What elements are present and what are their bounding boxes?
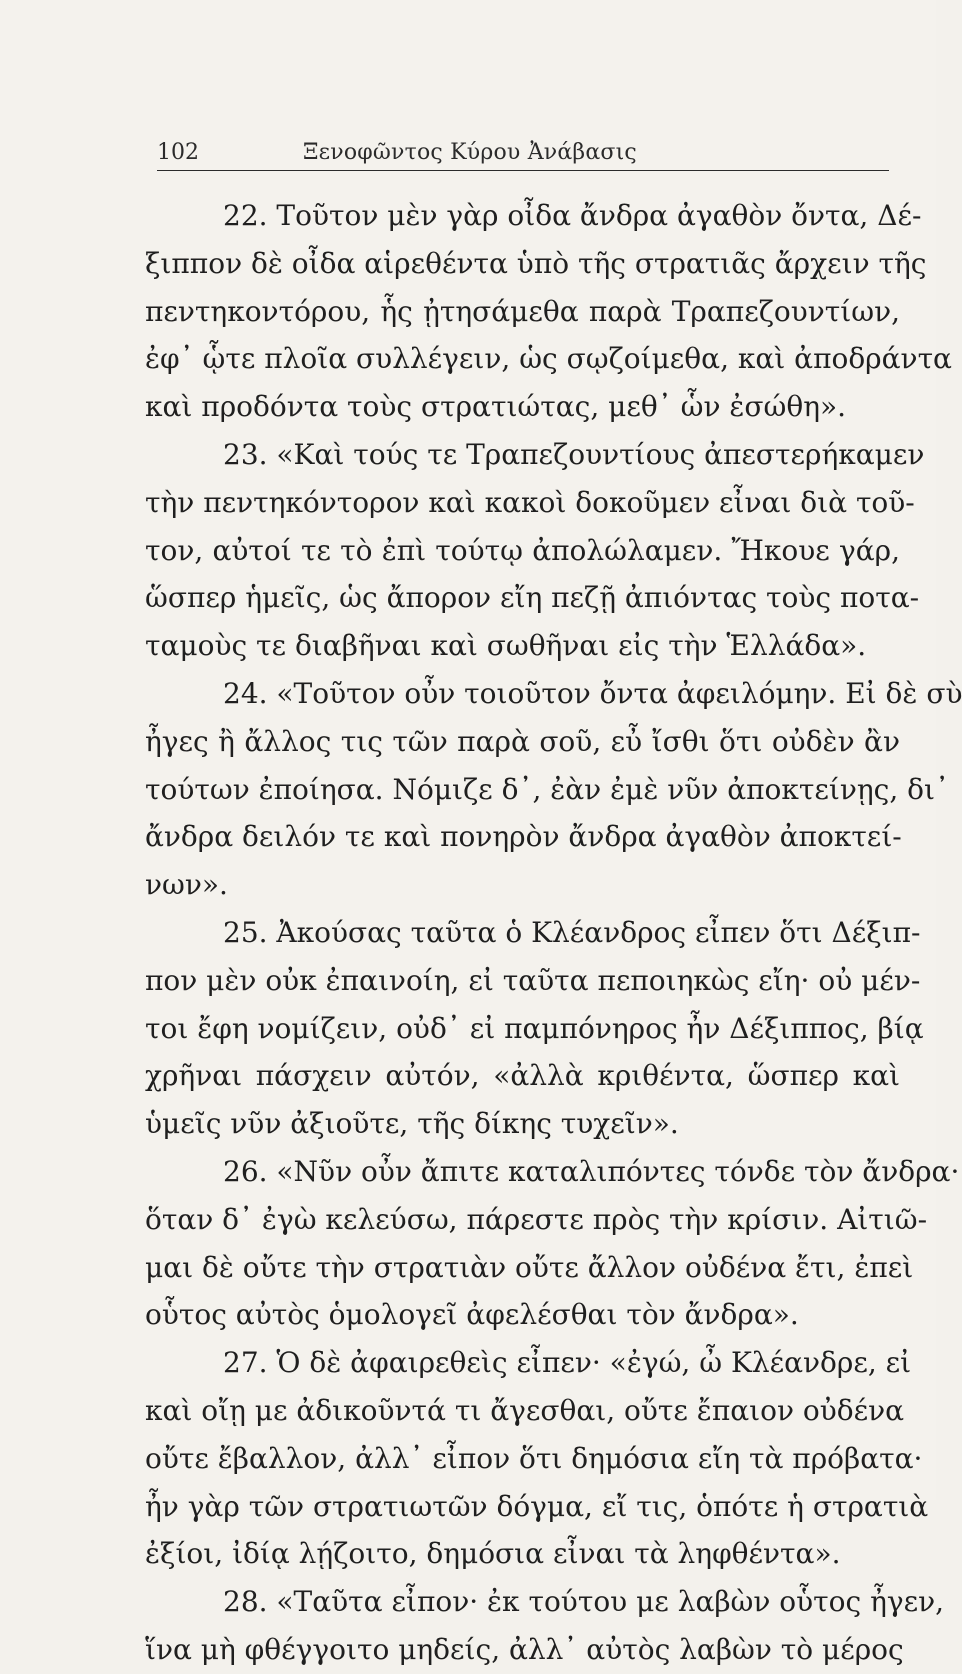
text-line: καὶ προδόντα τοὺς στρατιώτας, μεθ᾿ ὧν ἐσώθη».	[145, 390, 846, 424]
body-text	[145, 192, 962, 1674]
text-line: ὥσπερ ἡμεῖς, ὡς ἄπορον εἴη πεζῇ ἀπιόντας τοὺς ποτα-	[145, 581, 920, 615]
text-line: ὑμεῖς νῦν ἀξιοῦτε, τῆς δίκης τυχεῖν».	[145, 1107, 679, 1141]
text-line: ἐξίοι, ἰδίᾳ λῄζοιτο, δημόσια εἶναι τὰ ληφθέντα».	[145, 1537, 841, 1571]
text-line: ἐφ᾿ ᾧτε πλοῖα συλλέγειν, ὡς σῳζοίμεθα, καὶ ἀποδράντα	[145, 342, 952, 376]
text-line: 27. Ὁ δὲ ἀφαιρεθεὶς εἶπεν· «ἐγώ, ὦ Κλέανδρε, εἰ	[223, 1346, 912, 1380]
text-line: χρῆναι πάσχειν αὐτόν, «ἀλλὰ κριθέντα, ὥσπερ καὶ	[145, 1059, 900, 1093]
text-line: καὶ οἴῃ με ἀδικοῦντά τι ἄγεσθαι, οὔτε ἔπαιον οὐδένα	[145, 1393, 905, 1427]
running-title: Ξενοφῶντος Κύρου Ἀνάβασις	[303, 140, 637, 165]
text-line: νων».	[145, 868, 228, 902]
text-line: 22. Τοῦτον μὲν γὰρ οἶδα ἄνδρα ἀγαθὸν ὄντα, Δέ-	[223, 199, 922, 232]
page-header	[157, 136, 889, 171]
text-line: ἦγες ἢ ἄλλος τις τῶν παρὰ σοῦ, εὖ ἴσθι ὅτι οὐδὲν ἂν	[145, 724, 900, 758]
text-line: 28. «Ταῦτα εἶπον· ἐκ τούτου με λαβὼν οὗτος ἦγεν,	[223, 1585, 945, 1619]
text-line: τὴν πεντηκόντορον καὶ κακοὶ δοκοῦμεν εἶναι διὰ τοῦ-	[145, 485, 915, 519]
text-line: 24. «Τοῦτον οὖν τοιοῦτον ὄντα ἀφειλόμην. Εἰ δὲ σὺ	[223, 676, 962, 710]
text-line: τοι ἔφη νομίζειν, οὐδ᾿ εἰ παμπόνηρος ἦν Δέξιππος, βίᾳ	[145, 1011, 924, 1045]
text-line: οὔτε ἔβαλλον, ἀλλ᾿ εἶπον ὅτι δημόσια εἴη τὰ πρόβατα·	[145, 1441, 923, 1475]
text-line: 23. «Καὶ τούς τε Τραπεζουντίους ἀπεστερήκαμεν	[223, 437, 925, 471]
text-line: ἦν γὰρ τῶν στρατιωτῶν δόγμα, εἴ τις, ὁπότε ἡ στρατιὰ	[145, 1489, 929, 1523]
text-line: οὗτος αὐτὸς ὁμολογεῖ ἀφελέσθαι τὸν ἄνδρα».	[145, 1298, 799, 1332]
text-line: τούτων ἐποίησα. Νόμιζε δ᾿, ἐὰν ἐμὲ νῦν ἀποκτείνῃς, δι᾿	[145, 772, 949, 806]
text-line: ἵνα μὴ φθέγγοιτο μηδείς, ἀλλ᾿ αὐτὸς λαβὼν τὸ μέρος	[145, 1632, 904, 1666]
text-line: πον μὲν οὐκ ἐπαινοίη, εἰ ταῦτα πεποιηκὼς εἴη· οὐ μέν-	[145, 963, 921, 997]
page-number: 102	[157, 140, 199, 165]
text-line: 25. Ἀκούσας ταῦτα ὁ Κλέανδρος εἶπεν ὅτι Δέξιπ-	[223, 915, 921, 949]
text-line: ταμοὺς τε διαβῆναι καὶ σωθῆναι εἰς τὴν Ἑλλάδα».	[145, 629, 867, 663]
text-line: ἄνδρα δειλόν τε καὶ πονηρὸν ἄνδρα ἀγαθὸν ἀποκτεί-	[145, 820, 902, 854]
text-line: πεντηκοντόρου, ἧς ᾐτησάμεθα παρὰ Τραπεζουντίων,	[145, 294, 900, 328]
text-line: μαι δὲ οὔτε τὴν στρατιὰν οὔτε ἄλλον οὐδένα ἔτι, ἐπεὶ	[145, 1250, 914, 1284]
text-line: τον, αὐτοί τε τὸ ἐπὶ τούτῳ ἀπολώλαμεν. Ἤκουε γάρ,	[145, 533, 900, 567]
text-line: ξιππον δὲ οἶδα αἱρεθέντα ὑπὸ τῆς στρατιᾶς ἄρχειν τῆς	[145, 246, 927, 280]
text-line: 26. «Νῦν οὖν ἄπιτε καταλιπόντες τόνδε τὸν ἄνδρα·	[223, 1154, 960, 1188]
text-line: ὅταν δ᾿ ἐγὼ κελεύσω, πάρεστε πρὸς τὴν κρίσιν. Αἰτιῶ-	[145, 1202, 928, 1236]
